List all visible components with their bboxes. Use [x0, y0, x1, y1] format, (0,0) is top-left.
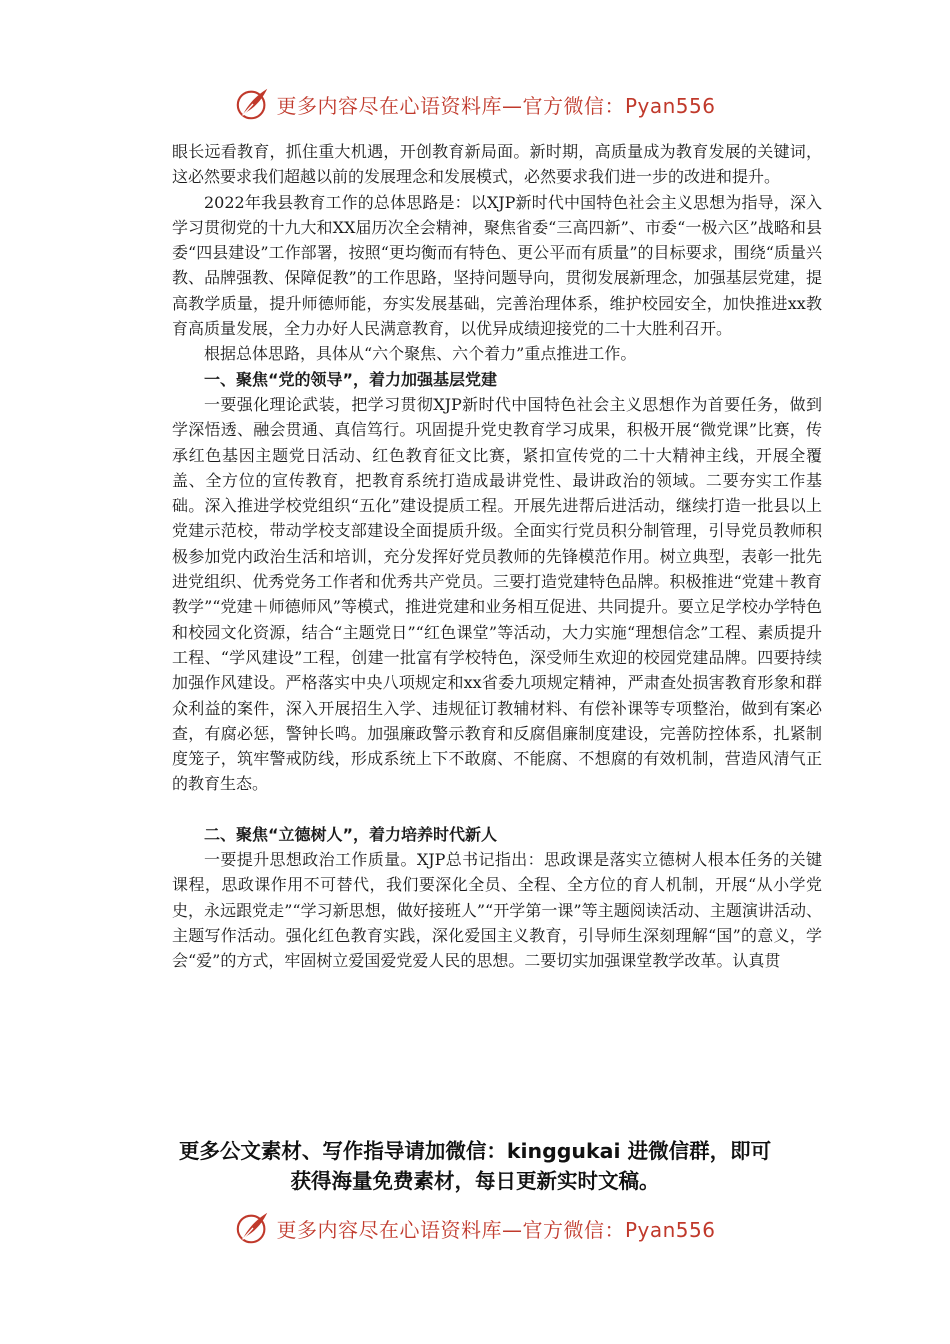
- section-heading-1: 一、聚焦“党的领导”，着力加强基层党建: [204, 369, 498, 389]
- paragraph-overall-approach: 2022年我县教育工作的总体思路是：以XJP新时代中国特色社会主义思想为指导，深入学习贯彻党的十九大和XX届历次全会精神，聚焦省委“三高四新”、市委“一极六区”战略和县委“四县建设”工作部署，按照“更均衡而有特色、更公平而有质量”的目标要求，围绕“质量兴教、品牌强教、保障促教”的工作思路，坚持问题导向，贯彻发展新理念，加强基层党建，提高教学质量，提升师德师能，夯实发展基础，完善治理体系，维护校园安全，加快推进xx教育高质量发展，全力办好人民满意教育，以优异成绩迎接党的二十大胜利召开。: [172, 192, 822, 339]
- quill-logo-icon: [234, 1209, 272, 1247]
- promo-line-2: 获得海量免费素材，每日更新实时文稿。: [290, 1169, 660, 1193]
- paragraph-continued: 眼长远看教育，抓住重大机遇，开创教育新局面。新时期，高质量成为教育发展的关键词，这必然要求我们超越以前的发展理念和发展模式，必然要求我们进一步的改进和提升。: [172, 142, 822, 187]
- section-heading-2: 二、聚焦“立德树人”，着力培养时代新人: [204, 824, 498, 844]
- paragraph-section-1: 一要强化理论武装，把学习贯彻XJP新时代中国特色社会主义思想作为首要任务，做到学深悟透、融会贯通、真信笃行。巩固提升党史教育学习成果，积极开展“微党课”比赛，传承红色基因主题党日活动、红色教育征文比赛，紧扣宣传党的二十大精神主线，开展全覆盖、全方位的宣传教育，把教育系统打造成最讲党性、最讲政治的领域。二要夯实工作基础。深入推进学校党组织“五化”建设提质工程。开展先进帮后进活动，继续打造一批县以上党建示范校，带动学校支部建设全面提质升级。全面实行党员积分制管理，引导党员教师积极参加党内政治生活和培训，充分发挥好党员教师的先锋模范作用。树立典型，表彰一批先进党组织、优秀党务工作者和优秀共产党员。三要打造党建特色品牌。积极推进“党建＋教育教学”“党建＋师德师风”等模式，推进党建和业务相互促进、共同提升。要立足学校办学特色和校园文化资源，结合“主题党日”“红色课堂”等活动，大力实施“理想信念”工程、素质提升工程、“学风建设”工程，创建一批富有学校特色，深受师生欢迎的校园党建品牌。四要持续加强作风建设。严格落实中央八项规定和xx省委九项规定精神，严肃查处损害教育形象和群众利益的案件，深入开展招生入学、违规征订教辅材料、有偿补课等专项整治，做到有案必查，有腐必惩，警钟长鸣。加强廉政警示教育和反腐倡廉制度建设，完善防控体系，扎紧制度笼子，筑牢警戒防线，形成系统上下不敢腐、不能腐、不想腐的有效机制，营造风清气正的教育生态。: [172, 394, 822, 794]
- paragraph-intro: 根据总体思路，具体从“六个聚焦、六个着力”重点推进工作。: [204, 344, 637, 364]
- promo-line-1: 更多公文素材、写作指导请加微信：kinggukai 进微信群，即可: [178, 1139, 772, 1163]
- header-banner: [0, 84, 950, 124]
- quill-logo-icon: [234, 85, 272, 123]
- footer-banner: [0, 1208, 950, 1248]
- promo-notice: [0, 1136, 950, 1196]
- paragraph-section-2: 一要提升思想政治工作质量。XJP总书记指出：思政课是落实立德树人根本任务的关键课程，思政课作用不可替代，我们要深化全员、全程、全方位的育人机制，开展“从小学党史，永远跟党走”“学习新思想，做好接班人”“开学第一课”等主题阅读活动、主题演讲活动、主题写作活动。强化红色教育实践，深化爱国主义教育，引导师生深刻理解“国”的意义，学会“爱”的方式，牢固树立爱国爱党爱人民的思想。二要切实加强课堂教学改革。认真贯: [172, 850, 822, 971]
- footer-banner-text: 更多内容尽在心语资料库—官方微信：Pyan556: [276, 1217, 716, 1242]
- header-banner-text: 更多内容尽在心语资料库—官方微信：Pyan556: [276, 93, 716, 118]
- document-body: [172, 139, 822, 974]
